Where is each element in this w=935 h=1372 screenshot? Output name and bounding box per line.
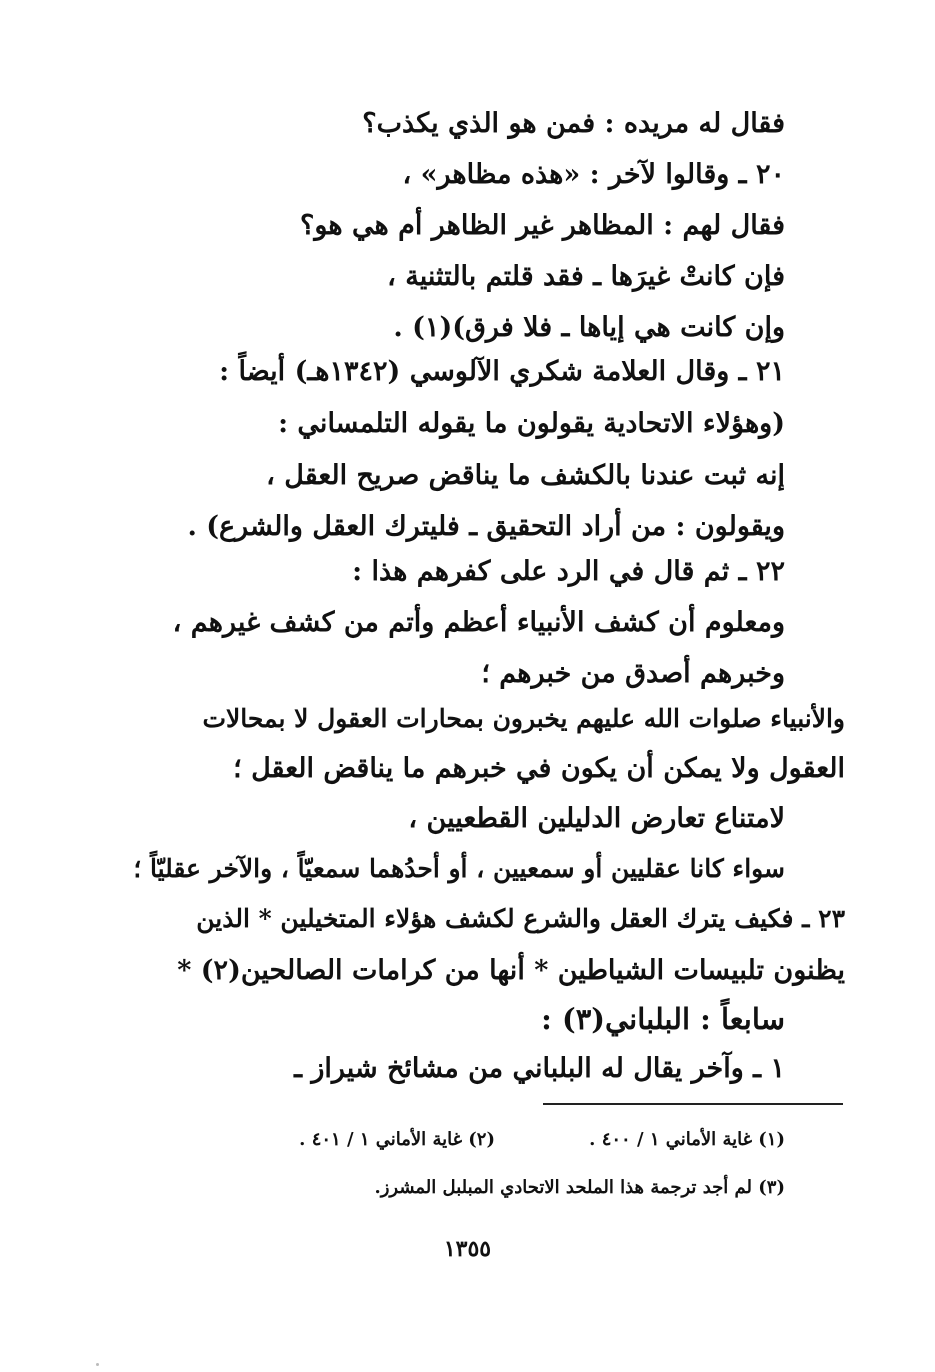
text-line: والأنبياء صلوات الله عليهم يخبرون بمحارات العقول لا بمحالات xyxy=(202,704,845,733)
page-number: ١٣٥٥ xyxy=(443,1236,492,1262)
text-line: ٢٢ ـ ثم قال في الرد على كفرهم هذا : xyxy=(352,556,785,587)
text-line: وخبرهم أصدق من خبرهم ؛ xyxy=(481,658,785,689)
footnote-divider xyxy=(543,1103,843,1105)
footnote: (٣) لم أجد ترجمة هذا الملحد الاتحادي المبلبل المشرز. xyxy=(374,1177,785,1198)
footnote: (١) غاية الأماني ١ / ٤٠٠ . xyxy=(589,1129,785,1150)
section-heading: سابعاً : البلباني(٣) : xyxy=(541,1002,785,1036)
text-line: سواء كانا عقليين أو سمعيين ، أو أحدُهما سمعيّاً ، والآخر عقليّاً ؛ xyxy=(133,854,785,883)
text-line: فإن كانتْ غيرَها ـ فقد قلتم بالتثنية ، xyxy=(387,261,785,292)
text-line: ومعلوم أن كشف الأنبياء أعظم وأتم من كشف غيرهم ، xyxy=(172,607,785,638)
text-line: فقال لهم : المظاهر غير الظاهر أم هي هو؟ xyxy=(300,210,785,241)
text-line: إنه ثبت عندنا بالكشف ما يناقض صريح العقل ، xyxy=(266,460,785,491)
footnote: (٢) غاية الأماني ١ / ٤٠١ . xyxy=(299,1129,495,1150)
text-line: ٢٠ ـ وقالوا لآخر : «هذه مظاهر» ، xyxy=(402,159,785,190)
text-line: ١ ـ وآخر يقال له البلباني من مشائخ شيراز ـ xyxy=(294,1053,785,1084)
scan-speck xyxy=(96,1363,99,1366)
text-line: العقول ولا يمكن أن يكون في خبرهم ما يناقض العقل ؛ xyxy=(233,753,845,784)
text-line: لامتناع تعارض الدليلين القطعيين ، xyxy=(408,803,785,834)
text-line: يظنون تلبيسات الشياطين * أنها من كرامات الصالحين(٢) * xyxy=(177,955,845,986)
text-line: ٢١ ـ وقال العلامة شكري الآلوسي (١٣٤٢هـ) أيضاً : xyxy=(219,356,785,387)
text-line: وإن كانت هي إياها ـ فلا فرق)(١) . xyxy=(393,312,785,343)
text-line: ٢٣ ـ فكيف يترك العقل والشرع لكشف هؤلاء المتخيلين * الذين xyxy=(196,904,845,933)
text-line: فقال له مريده : فمن هو الذي يكذب؟ xyxy=(362,108,785,139)
text-line: (وهؤلاء الاتحادية يقولون ما يقوله التلمساني : xyxy=(278,408,785,439)
text-line: ويقولون : من أراد التحقيق ـ فليترك العقل والشرع) . xyxy=(187,511,785,542)
